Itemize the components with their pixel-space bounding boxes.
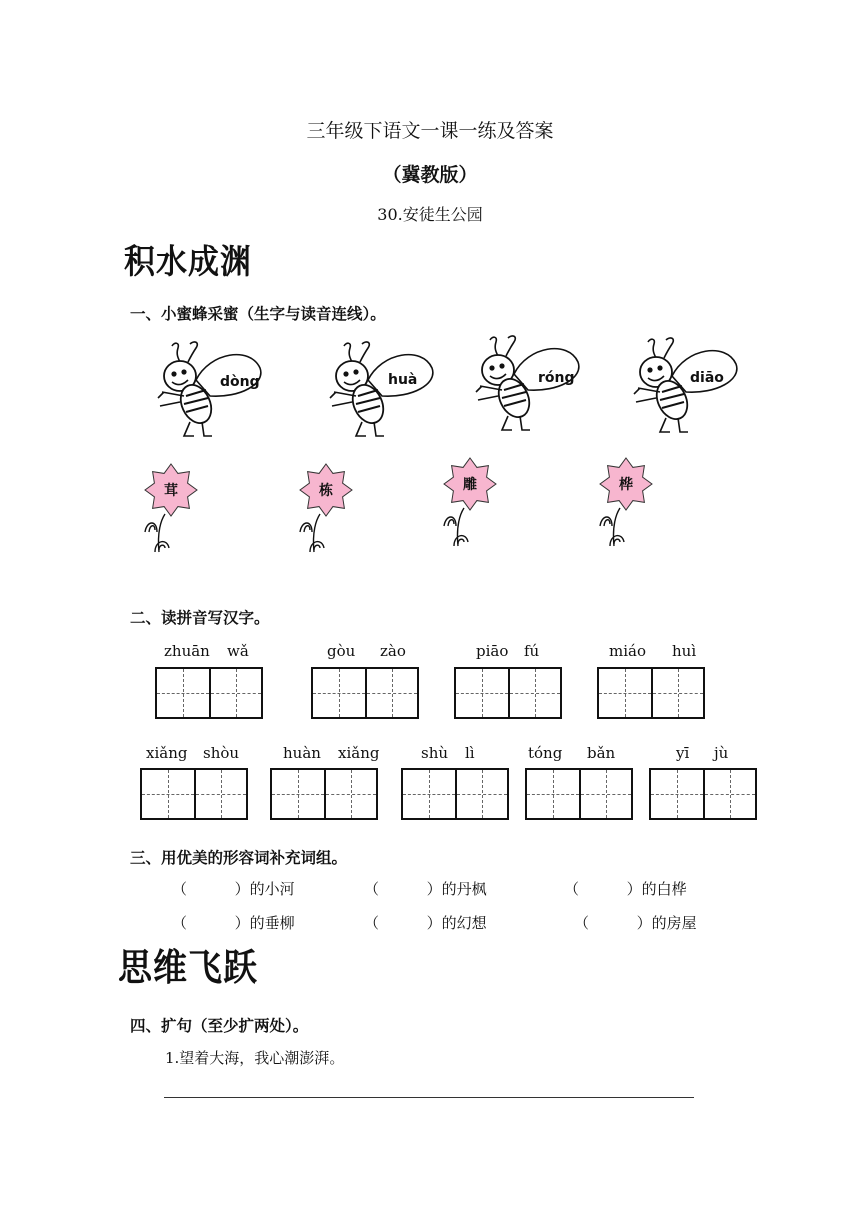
section-banner-accumulate: 积水成渊 <box>124 242 252 282</box>
q4-item-1: 1.望着大海，我心潮澎湃。 <box>165 1049 345 1067</box>
writing-grid[interactable] <box>401 768 509 820</box>
q2-heading: 二、读拼音写汉字。 <box>130 609 270 627</box>
flower-icon <box>596 456 656 556</box>
fill-blank[interactable]: （ ）的小河 <box>172 880 295 898</box>
flower-character-label[interactable]: 雕 <box>463 477 477 493</box>
bee-pinyin-label[interactable]: dòng <box>220 374 260 390</box>
flower-character-label[interactable]: 栋 <box>319 483 333 499</box>
pinyin: shù <box>421 744 449 762</box>
writing-grid[interactable] <box>155 667 263 719</box>
pinyin: zào <box>380 642 406 660</box>
fill-blank[interactable]: （ ）的房屋 <box>574 914 697 932</box>
pinyin: wǎ <box>227 642 249 660</box>
fill-blank[interactable]: （ ）的垂柳 <box>172 914 295 932</box>
fill-blank[interactable]: （ ）的丹枫 <box>364 880 487 898</box>
pinyin: miáo <box>609 642 646 660</box>
answer-line[interactable] <box>164 1097 694 1098</box>
pinyin: fú <box>524 642 540 660</box>
bee-pinyin-label[interactable]: róng <box>538 370 575 386</box>
edition-label: （冀教版） <box>382 164 478 186</box>
pinyin: xiǎng <box>338 744 380 762</box>
writing-grid[interactable] <box>454 667 562 719</box>
pinyin: lì <box>465 744 475 762</box>
fill-blank[interactable]: （ ）的白桦 <box>564 880 687 898</box>
writing-grid[interactable] <box>649 768 757 820</box>
pinyin: tóng <box>528 744 563 762</box>
section-banner-thinking: 思维飞跃 <box>118 946 258 990</box>
pinyin: shòu <box>203 744 240 762</box>
flower-icon <box>141 462 201 562</box>
writing-grid[interactable] <box>525 768 633 820</box>
writing-grid[interactable] <box>311 667 419 719</box>
pinyin: piāo <box>476 642 509 660</box>
bee-icon <box>150 340 290 440</box>
fill-blank[interactable]: （ ）的幻想 <box>364 914 487 932</box>
page-title: 三年级下语文一课一练及答案 <box>306 120 554 142</box>
flower-icon <box>440 456 500 556</box>
pinyin: huì <box>672 642 697 660</box>
pinyin: bǎn <box>587 744 616 762</box>
q3-heading: 三、用优美的形容词补充词组。 <box>130 849 348 867</box>
q1-heading: 一、小蜜蜂采蜜（生字与读音连线）。 <box>130 305 386 323</box>
bee-pinyin-label[interactable]: diāo <box>690 370 724 386</box>
pinyin: zhuān <box>164 642 210 660</box>
bee-icon <box>322 340 462 440</box>
pinyin: xiǎng <box>146 744 188 762</box>
flower-icon <box>296 462 356 562</box>
pinyin: huàn <box>283 744 321 762</box>
flower-character-label[interactable]: 茸 <box>164 483 178 499</box>
lesson-title: 30.安徒生公园 <box>377 205 483 224</box>
q4-heading: 四、扩句（至少扩两处）。 <box>130 1017 309 1035</box>
flower-character-label[interactable]: 桦 <box>619 477 633 493</box>
pinyin: gòu <box>327 642 356 660</box>
writing-grid[interactable] <box>270 768 378 820</box>
writing-grid[interactable] <box>597 667 705 719</box>
bee-pinyin-label[interactable]: huà <box>388 372 418 388</box>
bee-icon <box>626 336 766 436</box>
pinyin: yī <box>676 744 690 762</box>
writing-grid[interactable] <box>140 768 248 820</box>
pinyin: jù <box>714 744 729 762</box>
